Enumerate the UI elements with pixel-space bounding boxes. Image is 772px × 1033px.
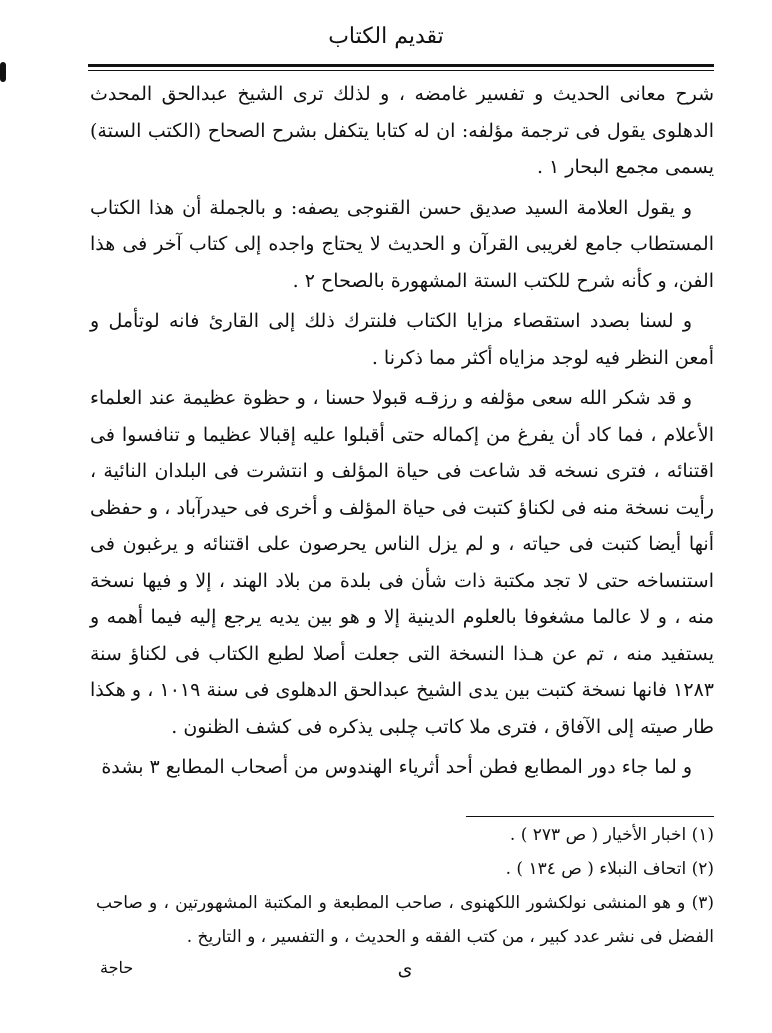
signature-mark: حاجة (100, 958, 134, 977)
footnote: (١) اخبار الأخيار ( ص ٢٧٣ ) . (509, 825, 714, 845)
footnote-separator (466, 816, 714, 817)
paragraph: و لسنا بصدد استقصاء مزايا الكتاب فلنترك ذلك إلى القارئ فانه لوتأمل و أمعن النظر فيه لوجد مزاياه أكثر مما ذكرنا . (90, 310, 714, 369)
page-footer (96, 958, 714, 998)
footnotes (96, 818, 714, 954)
header-rule-thin (88, 70, 714, 71)
paragraph: و يقول العلامة السيد صديق حسن القنوجى يصفه: و بالجملة أن هذا الكتاب المستطاب جامع لغريبى القرآن و الحديث لا يحتاج واجده إلى كتاب آخر فى هذا الفن، و كأنه شرح للكتب الستة المشهورة بالصحاح ٢ . (90, 196, 714, 292)
page-number: ى (397, 958, 413, 980)
running-head-title: تقديم الكتاب (328, 24, 444, 49)
footnote: (٣) و هو المنشى نولكشور اللكهنوى ، صاحب المطبعة و المكتبة المشهورتين ، و صاحب الفضل فى نشر عدد كبير ، من كتب الفقه و الحديث ، و التفسير ، و التاريخ . (96, 893, 714, 947)
paragraph: شرح معانى الحديث و تفسير غامضه ، و لذلك ترى الشيخ عبدالحق المحدث الدهلوى يقول فى ترجمة مؤلفه: ان له كتابا يتكفل بشرح الصحاح (الكتب الستة) يسمى مجمع البحار ١ . (90, 83, 714, 178)
footnote: (٢) اتحاف النبلاء ( ص ١٣٤ ) . (505, 859, 714, 879)
paragraph: و لما جاء دور المطابع فطن أحد أثرياء الهندوس من أصحاب المطابع ٣ بشدة (101, 756, 692, 778)
header-rule-thick (88, 64, 714, 67)
scan-edge-mark (0, 62, 6, 82)
body-text (90, 76, 714, 790)
paragraph: و قد شكر الله سعى مؤلفه و رزقـه قبولا حسنا ، و حظوة عظيمة عند العلماء الأعلام ، فما كاد أن يفرغ من إكماله حتى أقبلوا عليه إقبالا عظيما و تنافسوا فى اقتنائه ، فترى نسخه قد شاعت فى حياة المؤلف و انتشرت فى البلدان النائية ، رأيت نسخة منه فى لكناؤ كتبت فى حياة المؤلف و أخرى فى حيدرآباد ، و حفظى أنها أيضا كتبت فى حياته ، و لم يزل الناس يحرصون على اقتنائه و يرغبون فى استنساخه حتى لا تجد مكتبة ذات شأن فى بلدة من بلاد الهند ، إلا و فيها نسخة منه ، و لا عالما مشغوفا بالعلوم الدينية إلا و هو بين يديه يرجع إليه فيما أهمه و يستفيد منه ، تم عن هـذا النسخة التى جعلت أصلا لطبع الكتاب فى لكناؤ سنة ١٢٨٣ فانها نسخة كتبت بين يدى الشيخ عبدالحق الدهلوى فى سنة ١٠١٩ ، و هكذا طار صيته إلى الآفاق ، فترى ملا كاتب چلبى يذكره فى كشف الظنون . (90, 387, 714, 738)
